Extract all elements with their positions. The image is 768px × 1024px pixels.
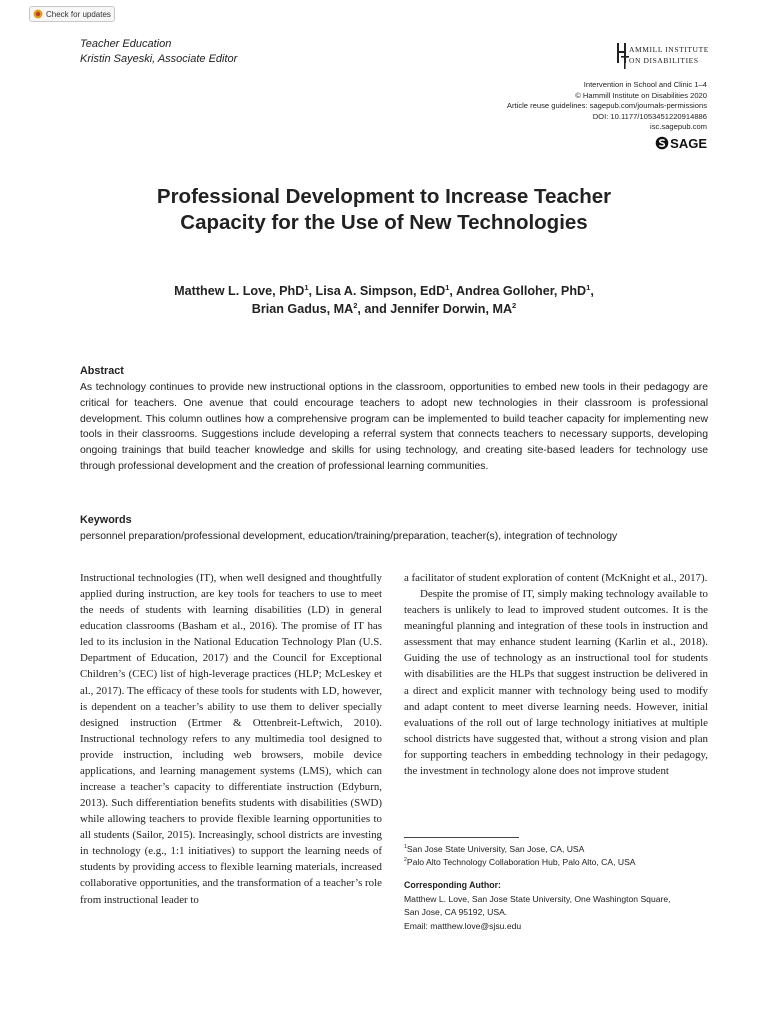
affiliation-marker: 1 bbox=[304, 282, 309, 292]
author-list bbox=[84, 282, 684, 318]
author-gadus: Brian Gadus, MA bbox=[251, 302, 354, 316]
author-dorwin: , and Jennifer Dorwin, MA bbox=[357, 302, 513, 316]
footnote-1-text: San Jose State University, San Jose, CA, USA bbox=[406, 844, 585, 854]
journal-info bbox=[507, 80, 707, 133]
reuse-guidelines: Article reuse guidelines: sagepub.com/journals-permissions bbox=[506, 101, 707, 110]
hammill-logo-icon bbox=[616, 42, 630, 70]
journal-copyright: © Hammill Institute on Disabilities 2020 bbox=[575, 90, 707, 100]
footnote-1 bbox=[404, 843, 708, 856]
affiliation-footnotes bbox=[404, 843, 708, 870]
corresponding-author-details bbox=[404, 893, 708, 933]
doi: DOI: 10.1177/1053451220914886 bbox=[592, 111, 707, 121]
body-column-left bbox=[80, 570, 382, 908]
author-love: Matthew L. Love, PhD bbox=[174, 284, 305, 298]
abstract-text: As technology continues to provide new instructional options in the classroom, opportunities to embed new tools in their pedagogy are critical for teachers. One avenue that could encourage teachers to adopt new technologies in their classroom is professional development. This column outlines how a comprehensive program can be implemented to build teacher capacity for implementing new tools in their classrooms. Suggestions include developing a referral system that connects teachers to necessary supports, developing ongoing trainings that build teacher knowledge and skills for using technology, and creating site-based leaders for technology use through professional development and the creation of professional learning communities. bbox=[80, 382, 708, 472]
abstract-heading: Abstract bbox=[80, 365, 124, 377]
check-for-updates-icon bbox=[33, 9, 43, 19]
corresponding-author-email[interactable]: Email: matthew.love@sjsu.edu bbox=[404, 920, 522, 931]
footnote-marker: 2 bbox=[404, 857, 407, 864]
associate-editor: Kristin Sayeski, Associate Editor bbox=[80, 53, 238, 65]
footnote-2 bbox=[404, 856, 708, 869]
body-paragraph: a facilitator of student exploration of content (McKnight et al., 2017). bbox=[404, 572, 708, 584]
corresponding-author-name: Matthew L. Love, San Jose State University, One Washington Square, bbox=[404, 894, 671, 904]
corresponding-author-heading: Corresponding Author: bbox=[404, 880, 501, 890]
sage-logo-icon bbox=[655, 136, 669, 150]
footnote-2-text: Palo Alto Technology Collaboration Hub, Palo Alto, CA, USA bbox=[406, 857, 636, 868]
hammill-institute-logo bbox=[616, 42, 708, 72]
check-for-updates-label: Check for updates bbox=[46, 9, 111, 19]
affiliation-marker: 1 bbox=[445, 282, 450, 292]
sage-wordmark: SAGE bbox=[670, 135, 707, 151]
author-separator: , bbox=[590, 284, 594, 298]
logo-line-1: AMMILL INSTITUTE bbox=[629, 45, 709, 54]
author-line-1 bbox=[84, 282, 684, 300]
sage-logo bbox=[655, 135, 707, 151]
body-column-right bbox=[404, 570, 708, 779]
series-header bbox=[80, 37, 237, 67]
author-golloher: , Andrea Golloher, PhD bbox=[449, 284, 587, 298]
affiliation-marker: 1 bbox=[586, 282, 591, 292]
affiliation-marker: 2 bbox=[512, 300, 517, 310]
article-title bbox=[84, 184, 684, 236]
title-line-2: Capacity for the Use of New Technologies bbox=[180, 211, 588, 234]
title-line-1: Professional Development to Increase Teacher bbox=[156, 185, 612, 208]
keywords-text: personnel preparation/professional development, education/training/preparation, teacher(s), integration of technology bbox=[80, 531, 618, 542]
series-name: Teacher Education bbox=[80, 38, 172, 50]
footnote-marker: 1 bbox=[404, 844, 407, 851]
keywords-heading: Keywords bbox=[80, 514, 132, 526]
journal-site: isc.sagepub.com bbox=[650, 122, 707, 131]
body-paragraph: Despite the promise of IT, simply making technology available to teachers is unlikely to lead to improved student outcomes. It is the meaningful planning and integration of these tools in instruction and assessment that may enhance student learning (Karlin et al., 2018). Guiding the use of technology as an instructional tool for students with disabilities are the HLPs that suggest instruction be delivered in a direct and explicit manner with technology being used to modify and adapt content to meet diverse learning needs. However, initial evaluations of the roll out of large technology initiatives at multiple school districts have suggested that, without a strong vision and plan for supporting teachers in embedding technology in their pedagogy, the investment in technology alone does not improve student bbox=[404, 588, 708, 777]
corresponding-author-address: San Jose, CA 95192, USA. bbox=[404, 907, 508, 918]
author-simpson: , Lisa A. Simpson, EdD bbox=[308, 284, 446, 298]
journal-citation: Intervention in School and Clinic 1–4 bbox=[583, 80, 707, 89]
author-line-2 bbox=[84, 300, 684, 318]
affiliation-marker: 2 bbox=[353, 300, 358, 310]
logo-line-2: ON DISABILITIES bbox=[629, 56, 699, 65]
body-paragraph: Instructional technologies (IT), when well designed and thoughtfully applied during instruction, are key tools for teachers to use to meet the needs of students with learning disabilities (LD) in general education classrooms (Basham et al., 2016). The promise of IT has led to its inclusion in the National Education Technology Plan (U.S. Department of Education, 2017) and the Council for Exceptional Children’s (CEC) list of high-leverage practices (HLP; McLeskey et al., 2017). The efficacy of these tools for students with LD, however, is dependent on a teacher’s ability to use them to deliver specially designed instruction (Ertmer & Ottenbreit-Leftwich, 2010). Instructional technology refers to any multimedia tool designed to provide instruction, including web browsers, mobile device applications, and learning management systems (LMS), which can increase a teacher’s capacity to differentiate instruction (Edyburn, 2013). Such differentiation benefits students with disabilities (SWD) while allowing teachers to provide flexible learning opportunities to all students (Sailor, 2015). Increasingly, school districts are investing in technology (e.g., 1:1 initiatives) to support the learning needs of students by providing access to flexible learning materials, increased collaborative opportunities, and the transformation of a teacher’s role from instructional leader to bbox=[80, 572, 382, 906]
check-for-updates-button[interactable] bbox=[29, 6, 115, 22]
footnote-divider bbox=[404, 837, 519, 838]
